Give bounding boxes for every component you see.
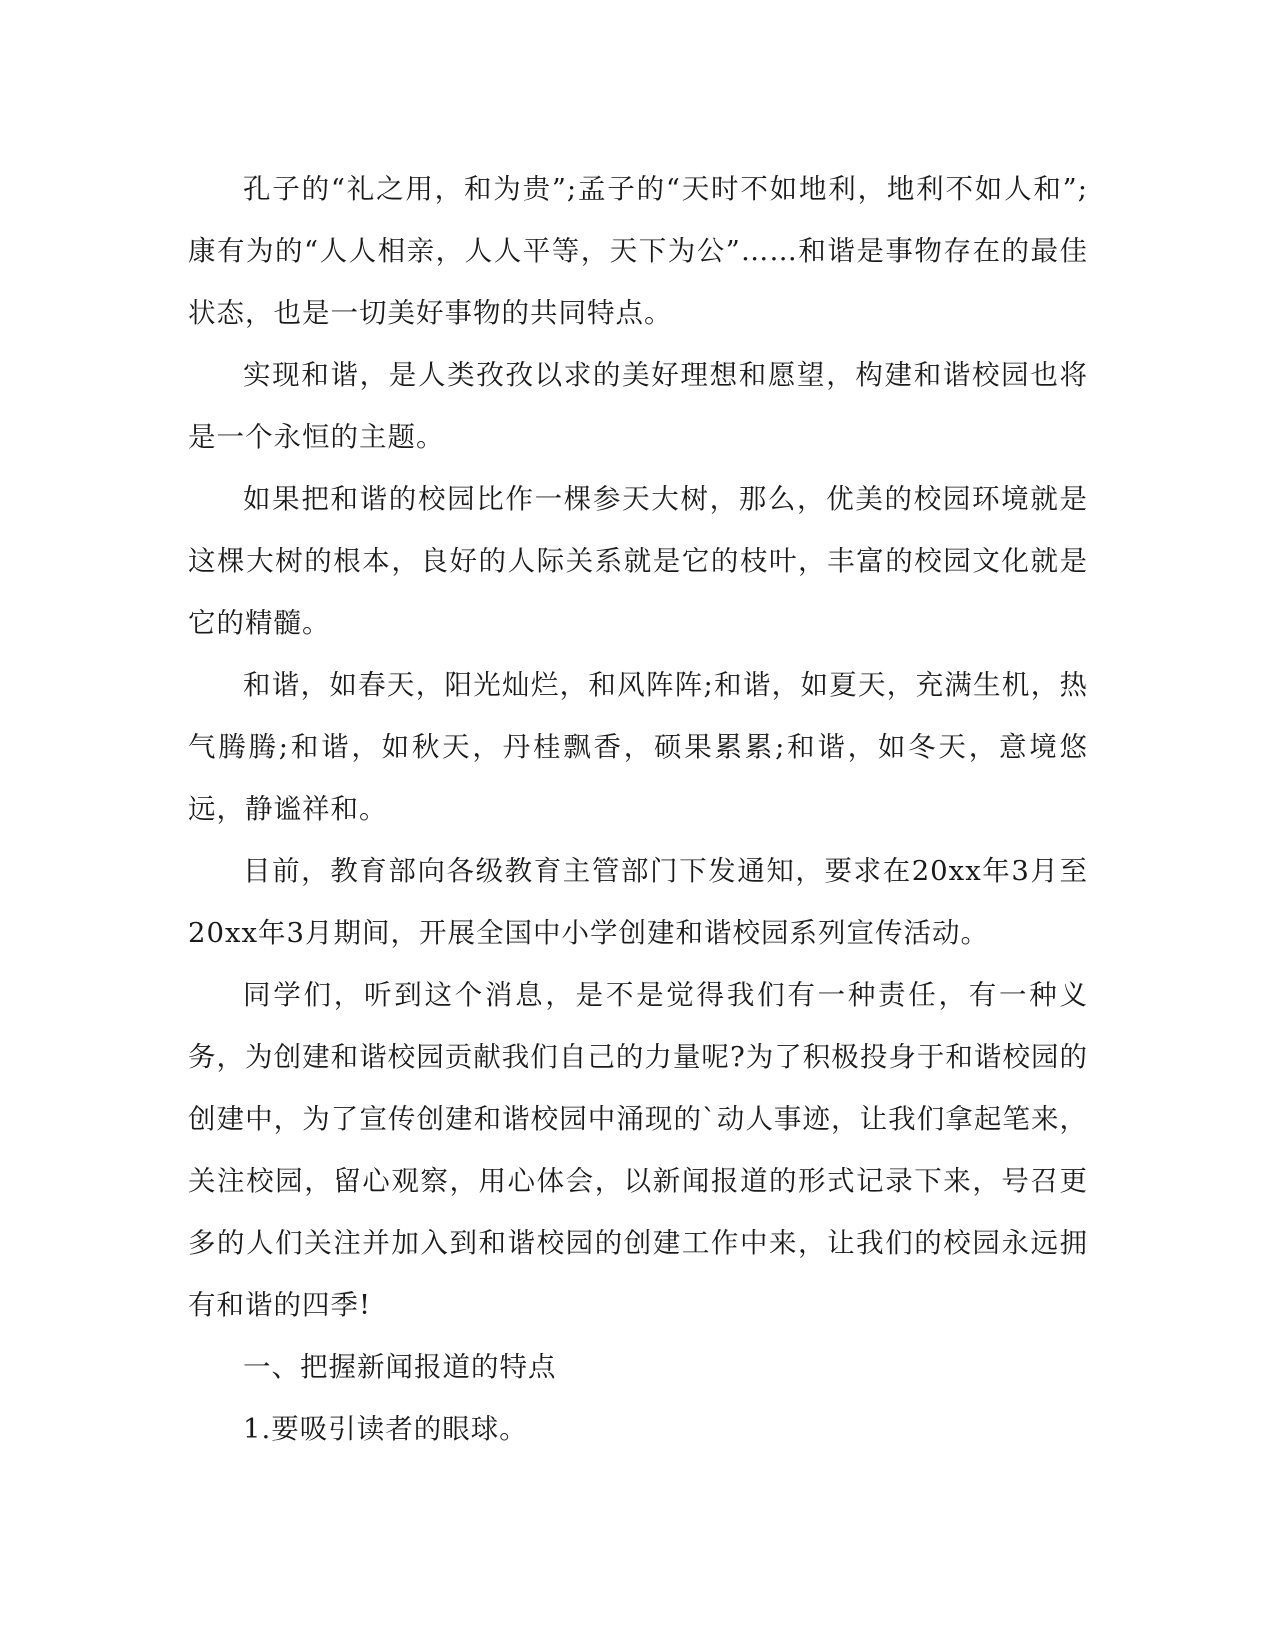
list-item-attract-readers: 1.要吸引读者的眼球。: [243, 1413, 528, 1445]
document-body: [188, 158, 1088, 1460]
paragraph-realize-harmony: 实现和谐，是人类孜孜以求的美好理想和愿望，构建和谐校园也将是一个永恒的主题。: [188, 359, 1088, 453]
paragraph-call-to-students: 同学们，听到这个消息，是不是觉得我们有一种责任，有一种义务，为创建和谐校园贡献我们自己的力量呢?为了积极投身于和谐校园的创建中，为了宣传创建和谐校园中涌现的`动人事迹，让我们拿起笔来，关注校园，留心观察，用心体会，以新闻报道的形式记录下来，号召更多的人们关注并加入到和谐校园的创建工作中来，让我们的校园永远拥有和谐的四季!: [188, 979, 1088, 1321]
section-heading-news-features: 一、把握新闻报道的特点: [243, 1351, 557, 1383]
paragraph-four-seasons: 和谐，如春天，阳光灿烂，和风阵阵;和谐，如夏天，充满生机，热气腾腾;和谐，如秋天，丹桂飘香，硕果累累;和谐，如冬天，意境悠远，静谧祥和。: [188, 669, 1088, 825]
paragraph-tree-metaphor: 如果把和谐的校园比作一棵参天大树，那么，优美的校园环境就是这棵大树的根本，良好的人际关系就是它的枝叶，丰富的校园文化就是它的精髓。: [188, 483, 1088, 639]
paragraph-ministry-notice: 目前，教育部向各级教育主管部门下发通知，要求在20xx年3月至20xx年3月期间，开展全国中小学创建和谐校园系列宣传活动。: [188, 855, 1088, 949]
paragraph-confucius-harmony: 孔子的“礼之用，和为贵”;孟子的“天时不如地利，地利不如人和”;康有为的“人人相亲，人人平等，天下为公”……和谐是事物存在的最佳状态，也是一切美好事物的共同特点。: [188, 173, 1088, 329]
